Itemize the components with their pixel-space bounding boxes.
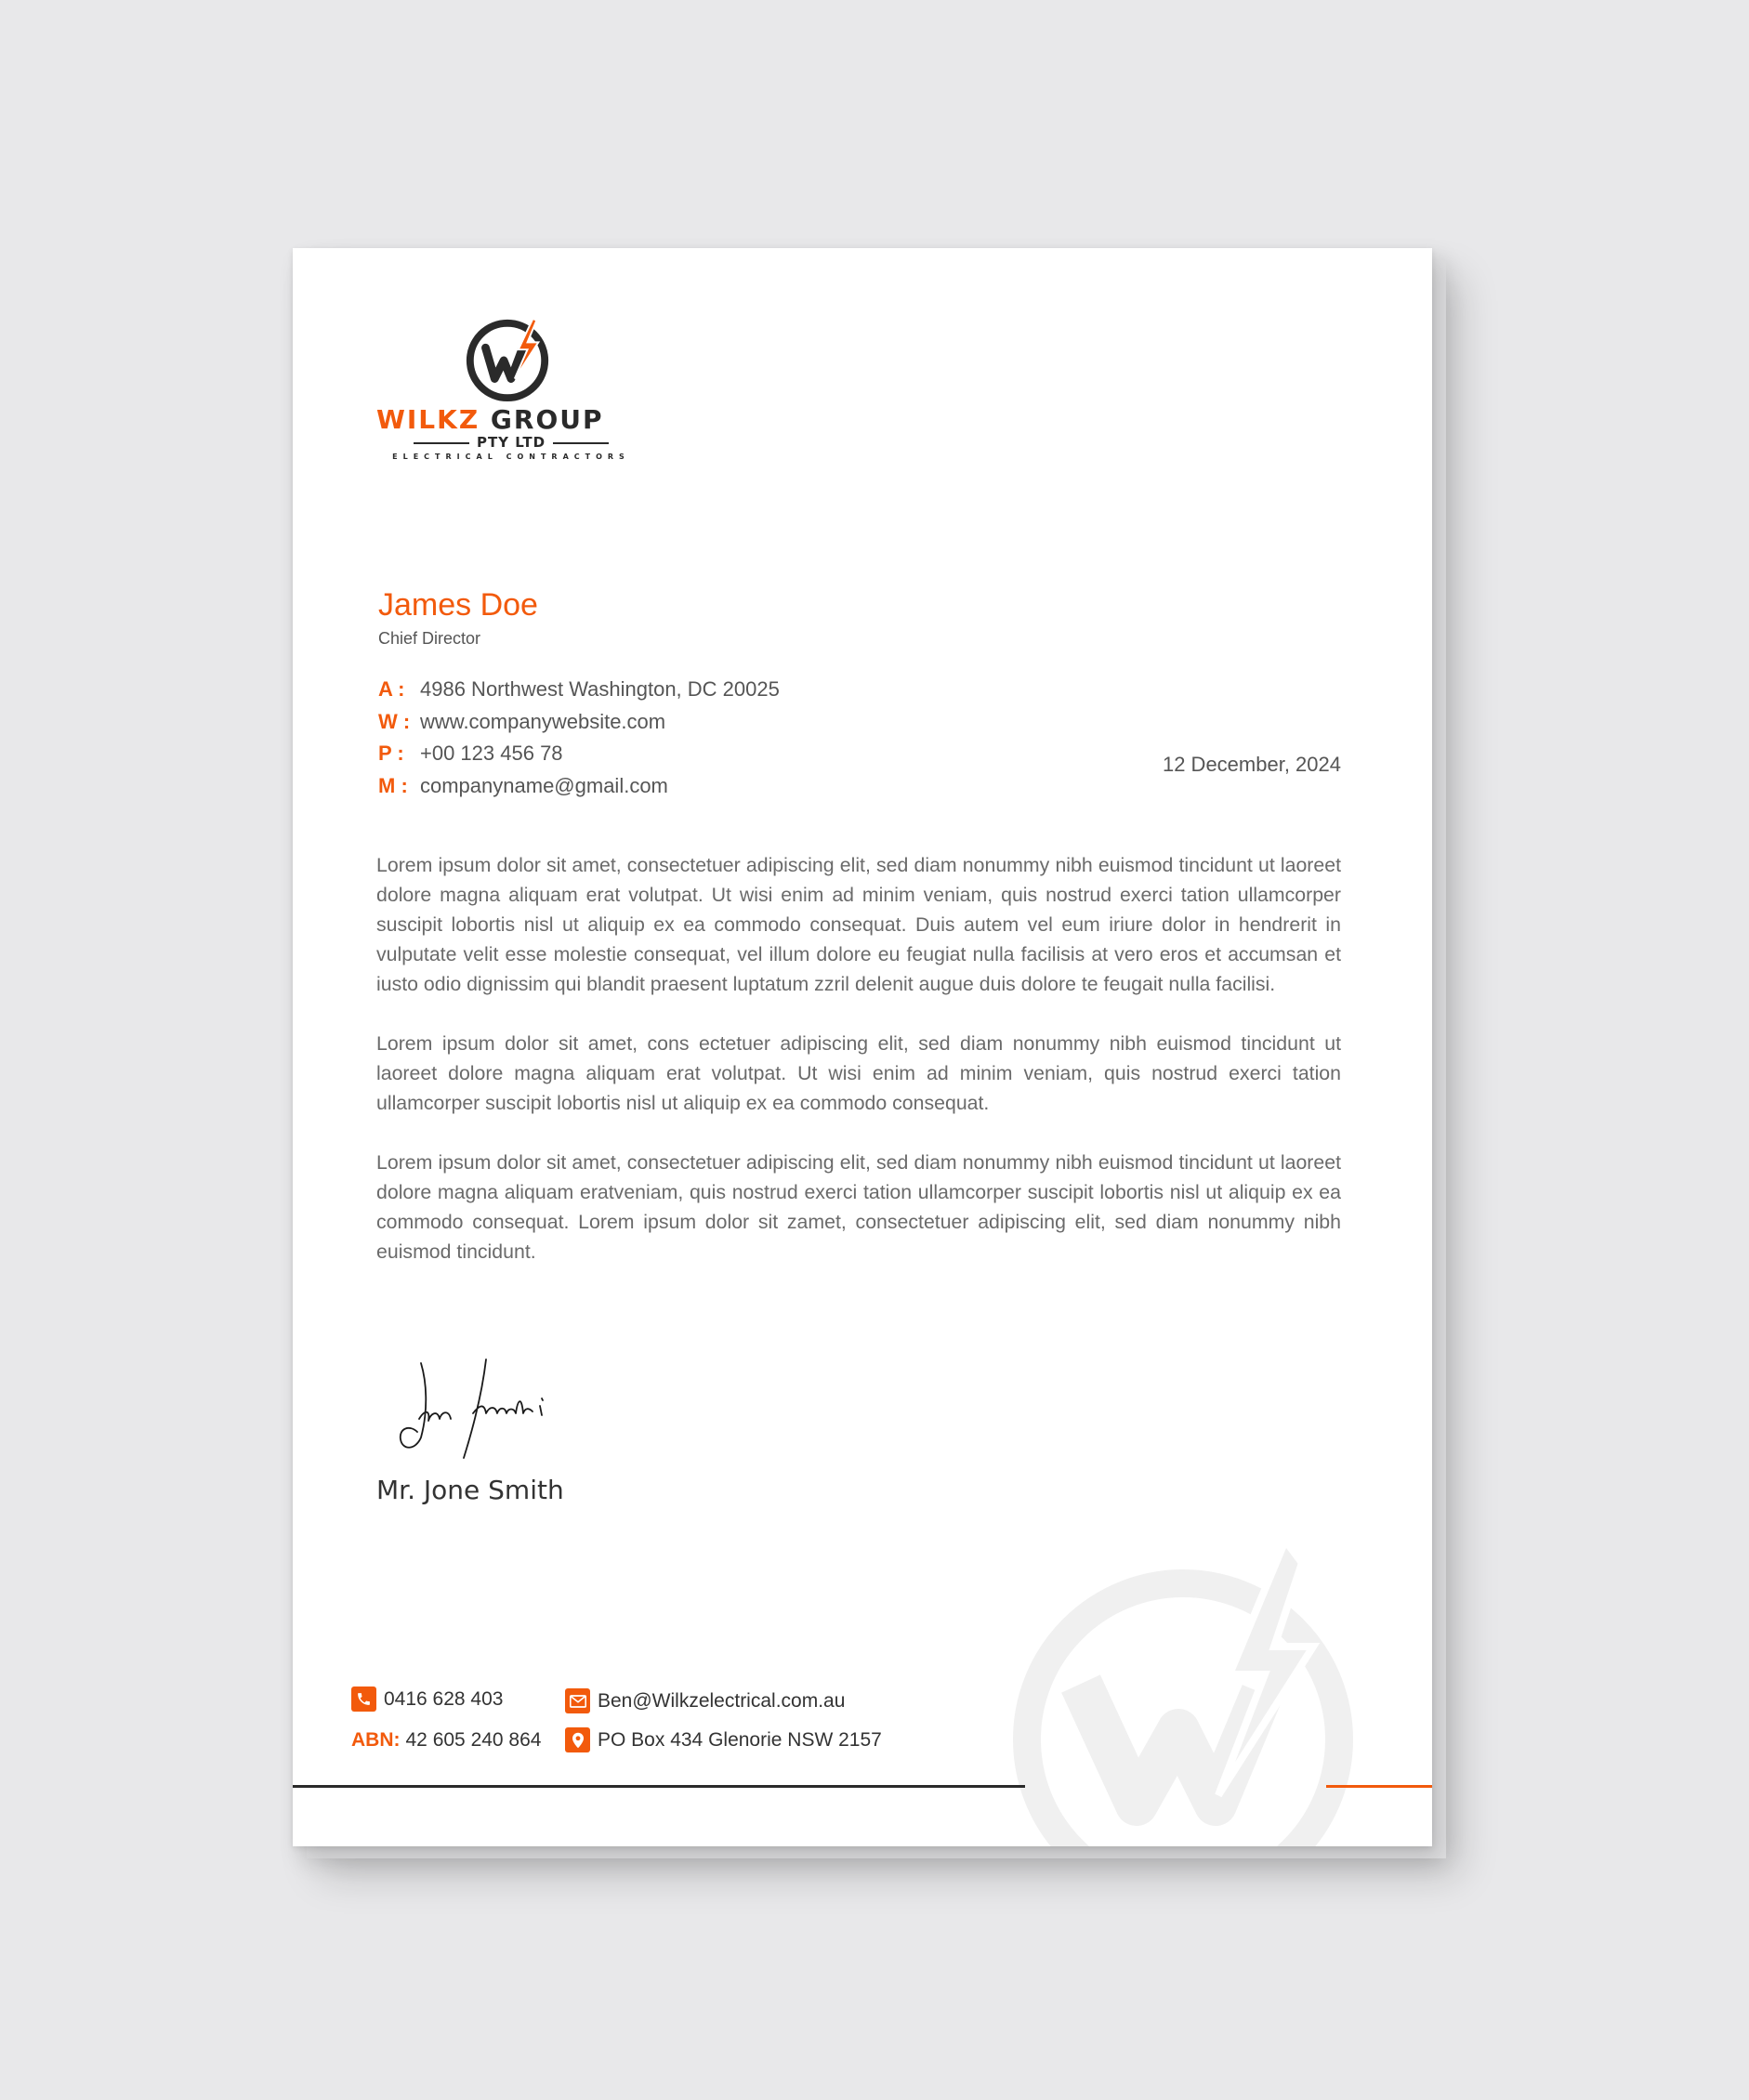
abn-value: 42 605 240 864 <box>405 1729 542 1751</box>
location-pin-icon <box>565 1727 590 1752</box>
footer-phone-text: 0416 628 403 <box>384 1687 504 1710</box>
letter-date: 12 December, 2024 <box>1162 753 1341 776</box>
footer-abn <box>351 1729 541 1752</box>
footer-divider-accent <box>1326 1785 1432 1788</box>
phone-icon <box>351 1687 376 1712</box>
logo-subtitle <box>376 434 646 451</box>
contact-row-address <box>378 674 780 706</box>
footer-address <box>565 1727 882 1752</box>
handwritten-signature <box>393 1354 570 1465</box>
contact-value: www.companywebsite.com <box>420 709 666 733</box>
logo-wordmark <box>376 404 646 435</box>
footer-divider-dark <box>293 1785 1025 1788</box>
contact-key: A : <box>378 677 405 702</box>
abn-label: ABN: <box>351 1729 401 1751</box>
letter-body <box>376 850 1341 1296</box>
contact-row-phone <box>378 738 780 770</box>
body-paragraph: Lorem ipsum dolor sit amet, consectetuer adipiscing elit, sed diam nonummy nibh euismod tincidunt ut laoreet dolore magna aliquam eratveniam, quis nostrud exerci tation ullamcorper suscipit lobortis nisl ut aliquip ex ea commodo consequat. Lorem ipsum dolor sit zamet, consectetuer adipiscing elit, sed diam nonummy nibh euismod tincidunt. <box>376 1151 1341 1263</box>
logo-divider-left <box>414 442 469 444</box>
sender-title: Chief Director <box>378 629 481 648</box>
company-logo <box>376 313 646 461</box>
footer-phone <box>351 1687 503 1712</box>
logo-divider-right <box>553 442 609 444</box>
footer-email <box>565 1688 845 1713</box>
contact-row-mail <box>378 770 780 803</box>
sender-name: James Doe <box>378 587 538 623</box>
logo-word-2: GROUP <box>490 404 604 435</box>
contact-value: 4986 Northwest Washington, DC 20025 <box>420 677 780 702</box>
logo-mark-icon <box>462 313 553 404</box>
contact-key: M : <box>378 773 408 797</box>
logo-sub-text: PTY LTD <box>476 434 546 451</box>
letterhead-sheet <box>293 248 1432 1846</box>
logo-tagline: ELECTRICAL CONTRACTORS <box>392 453 630 461</box>
contact-row-website <box>378 706 780 739</box>
footer-email-text: Ben@Wilkzelectrical.com.au <box>598 1689 846 1712</box>
contact-value: companyname@gmail.com <box>420 773 668 797</box>
email-icon <box>565 1688 590 1713</box>
logo-watermark-icon <box>1006 1544 1360 1846</box>
logo-word-1: WILKZ <box>376 404 480 435</box>
contact-value: +00 123 456 78 <box>420 742 563 766</box>
contact-key: W : <box>378 709 411 733</box>
body-paragraph: Lorem ipsum dolor sit amet, cons ectetuer adipiscing elit, sed diam nonummy nibh euismod tincidunt ut laoreet dolore magna aliquam erat volutpat. Ut wisi enim ad minim veniam, quis nostrud exerci tation ullamcorper suscipit lobortis nisl ut aliquip ex ea commodo consequat. <box>376 1032 1341 1114</box>
footer-address-text: PO Box 434 Glenorie NSW 2157 <box>598 1728 882 1751</box>
signer-name: Mr. Jone Smith <box>376 1475 564 1505</box>
body-paragraph: Lorem ipsum dolor sit amet, consectetuer adipiscing elit, sed diam nonummy nibh euismod tincidunt ut laoreet dolore magna aliquam erat volutpat. Ut wisi enim ad minim veniam, quis nostrud exerci tation ullamcorper suscipit lobortis nisl ut aliquip ex ea commodo consequat. Duis autem vel eum iriure dolor in hendrerit in vulputate velit esse molestie consequat, vel illum dolore eu feugiat nulla facilisis at vero eros et accumsan et iusto odio dignissim qui blandit praesent luptatum zzril delenit augue duis dolore te feugait nulla facilisi. <box>376 854 1341 995</box>
contact-key: P : <box>378 742 404 766</box>
sender-contacts <box>378 674 780 802</box>
